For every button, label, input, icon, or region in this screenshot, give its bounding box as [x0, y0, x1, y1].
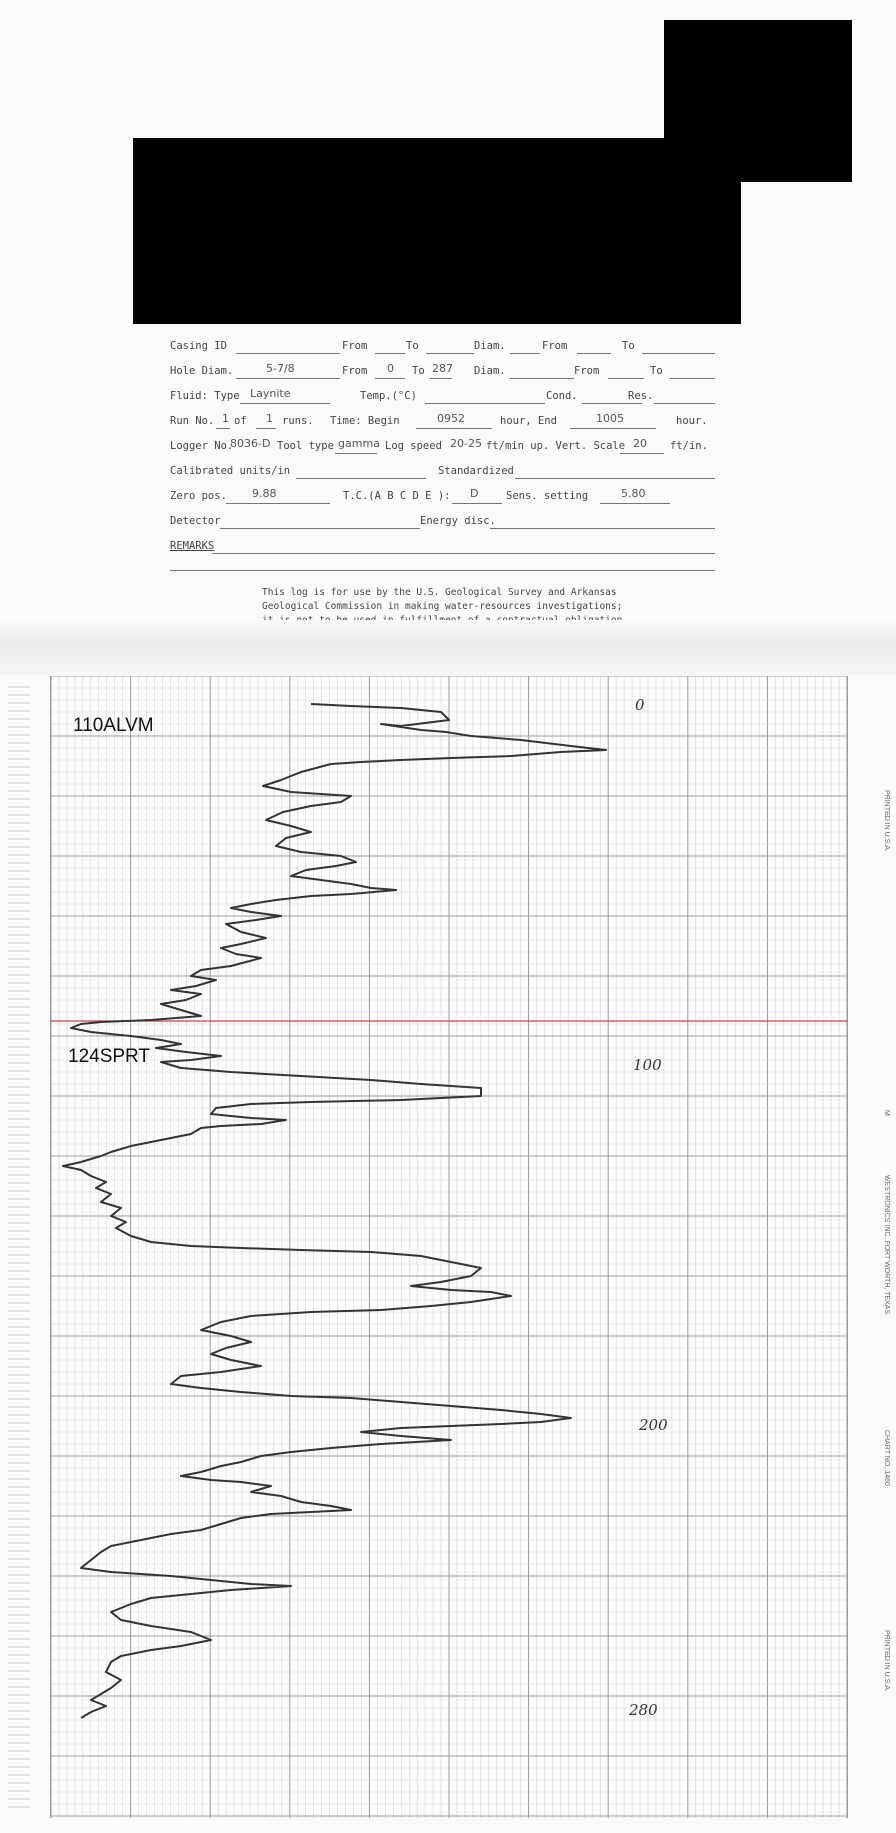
logger-row: Logger No. 8036-D Tool type gamma Log speed 20-25 ft/min up. Vert. Scale 20 ft/in. — [170, 437, 708, 452]
formation-label-alvm: 110ALVM — [73, 715, 154, 736]
casing-row: Casing ID From To Diam. From To — [170, 340, 715, 358]
side-text-3: WESTRONICS INC. FORT WORTH, TEXAS — [883, 1175, 890, 1315]
depth-label-280: 280 — [629, 1701, 658, 1719]
side-text-5: PRINTED IN U.S.A. — [883, 1630, 890, 1692]
formation-label-sprt: 124SPRT — [68, 1046, 151, 1067]
detector-row: Detector Energy disc. — [170, 515, 715, 533]
perforation-strip — [8, 680, 30, 1810]
log-chart — [50, 676, 848, 1818]
calibrated-row: Calibrated units/in Standardized — [170, 465, 715, 483]
depth-label-200: 200 — [639, 1416, 668, 1434]
redaction-box-main — [133, 138, 741, 324]
run-row: Run No. 1 of 1 runs. Time: Begin 0952 hour, End 1005 hour. — [170, 412, 708, 427]
remarks-row: REMARKS — [170, 540, 715, 558]
side-text-2: M — [883, 1110, 890, 1116]
paper-fold — [0, 620, 896, 675]
depth-label-0: 0 — [635, 696, 645, 714]
usage-notice: This log is for use by the U.S. Geological Survey and Arkansas Geological Commission in making water-resources investigations; — [262, 587, 623, 612]
depth-label-100: 100 — [633, 1056, 662, 1074]
hole-row: Hole Diam. 5-7/8 From 0 To 287 Diam. From To — [170, 365, 715, 383]
fluid-row: Fluid: Type Laynite Temp.(°C) Cond. Res. — [170, 390, 715, 408]
log-chart-svg — [51, 676, 847, 1818]
zero-row: Zero pos. 9.88 T.C.(A B C D E ): D Sens. setting 5.80 — [170, 490, 715, 508]
side-text-1: PRINTED IN U.S.A. — [883, 790, 890, 852]
side-text-4: CHART NO. 1460 — [883, 1430, 890, 1486]
